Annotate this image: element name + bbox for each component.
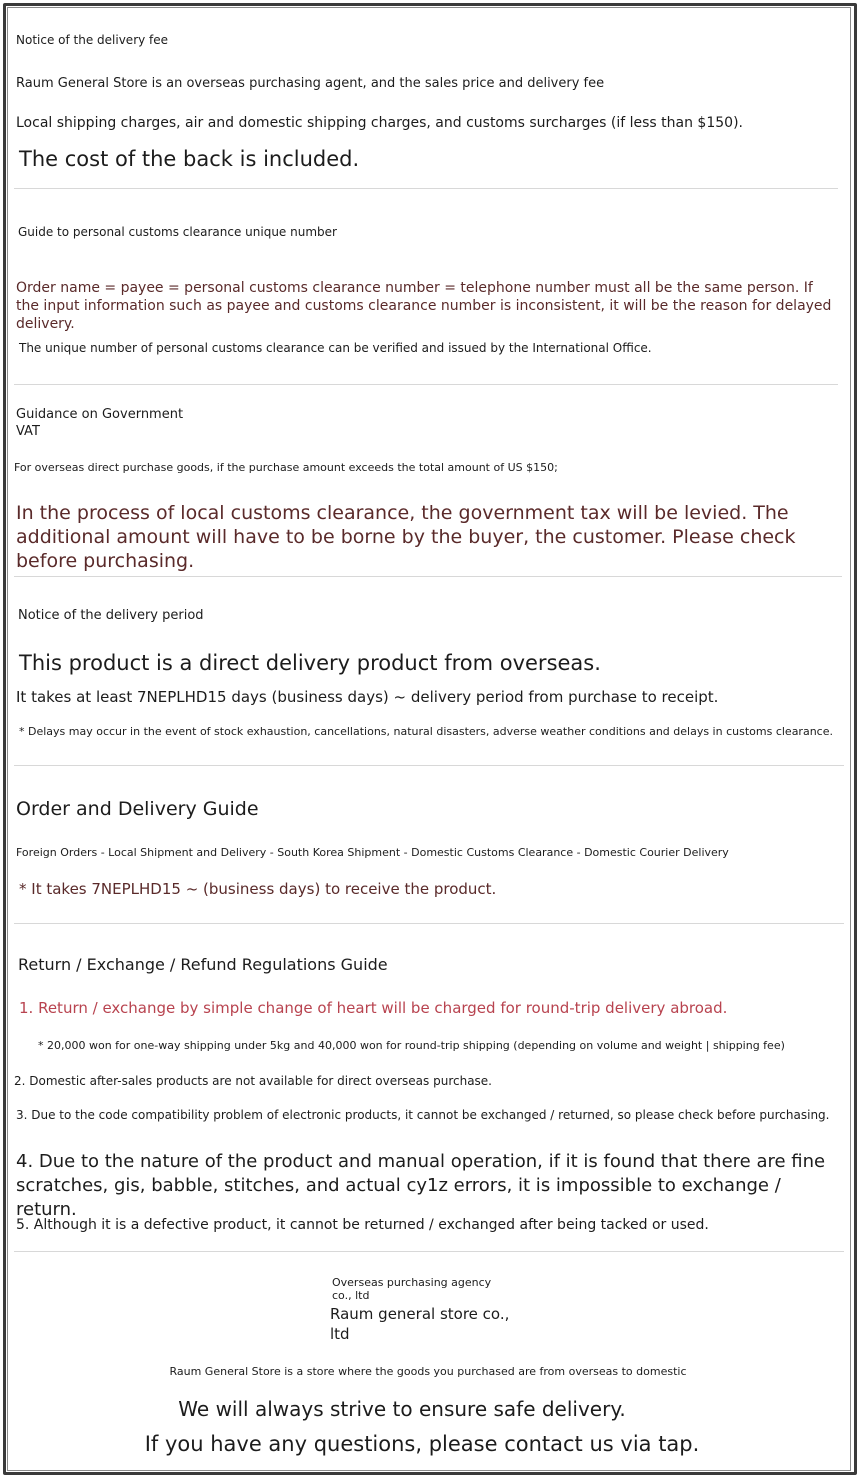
section-divider	[14, 1251, 844, 1252]
returns-item5: 5. Although it is a defective product, it cannot be returned / exchanged after being tacked or used.	[16, 1217, 709, 1233]
section-divider	[14, 384, 838, 385]
delivery-fee-line2: Local shipping charges, air and domestic shipping charges, and customs surcharges (if less than $150).	[16, 115, 743, 131]
customs-number-warning: Order name = payee = personal customs clearance number = telephone number must all be the same person. If the input information such as payee and customs clearance number is inconsistent, it will be the reason for delayed delivery.	[16, 280, 832, 332]
returns-item2: 2. Domestic after-sales products are not available for direct overseas purchase.	[14, 1074, 492, 1088]
footer-promise: We will always strive to ensure safe delivery.	[178, 1397, 626, 1421]
customs-number-note: The unique number of personal customs clearance can be verified and issued by the International Office.	[19, 341, 652, 355]
section-divider	[14, 765, 844, 766]
returns-item1: 1. Return / exchange by simple change of heart will be charged for round-trip delivery abroad.	[19, 999, 728, 1017]
footer-statement: Raum General Store is a store where the goods you purchased are from overseas to domestic	[169, 1365, 687, 1378]
customs-number-heading: Guide to personal customs clearance unique number	[18, 225, 337, 239]
returns-item3: 3. Due to the code compatibility problem of electronic products, it cannot be exchanged / returned, so please check before purchasing.	[16, 1108, 830, 1122]
vat-line1: For overseas direct purchase goods, if the purchase amount exceeds the total amount of US $150;	[14, 461, 558, 474]
section-divider	[14, 188, 838, 189]
delivery-fee-heading: Notice of the delivery fee	[16, 33, 169, 47]
vat-line2: In the process of local customs clearance, the government tax will be levied. The additional amount will have to be borne by the buyer, the customer. Please check before purchasing.	[16, 502, 796, 572]
delivery-period-line1: This product is a direct delivery product from overseas.	[19, 651, 601, 675]
section-divider	[14, 923, 844, 924]
order-guide-heading: Order and Delivery Guide	[16, 798, 259, 820]
order-guide-line1: Foreign Orders - Local Shipment and Delivery - South Korea Shipment - Domestic Customs Clearance - Domestic Courier Delivery	[16, 846, 729, 859]
delivery-period-line3: * Delays may occur in the event of stock exhaustion, cancellations, natural disasters, adverse weather conditions and delays in customs clearance.	[19, 725, 833, 738]
delivery-period-heading: Notice of the delivery period	[18, 608, 204, 623]
returns-heading: Return / Exchange / Refund Regulations Guide	[18, 955, 388, 974]
vat-heading-line1: Guidance on Government	[16, 407, 184, 422]
delivery-fee-line3: The cost of the back is included.	[19, 147, 360, 171]
order-guide-line2: * It takes 7NEPLHD15 ~ (business days) to receive the product.	[19, 880, 497, 898]
section-divider	[14, 576, 842, 577]
footer-contact: If you have any questions, please contact us via tap.	[144, 1432, 700, 1456]
vat-heading-line2: VAT	[16, 424, 40, 439]
returns-item1-note: * 20,000 won for one-way shipping under 5kg and 40,000 won for round-trip shipping (depending on volume and weight | shipping fee)	[38, 1039, 785, 1052]
delivery-period-line2: It takes at least 7NEPLHD15 days (business days) ~ delivery period from purchase to receipt.	[16, 688, 719, 706]
returns-item4: 4. Due to the nature of the product and manual operation, if it is found that there are fine scratches, gis, babble, stitches, and actual cy1z errors, it is impossible to exchange / return.	[16, 1151, 826, 1220]
delivery-fee-line1: Raum General Store is an overseas purchasing agent, and the sales price and delivery fee	[16, 76, 605, 91]
agency-label: Overseas purchasing agency co., ltd	[332, 1276, 492, 1302]
company-name: Raum general store co., ltd	[330, 1305, 510, 1343]
